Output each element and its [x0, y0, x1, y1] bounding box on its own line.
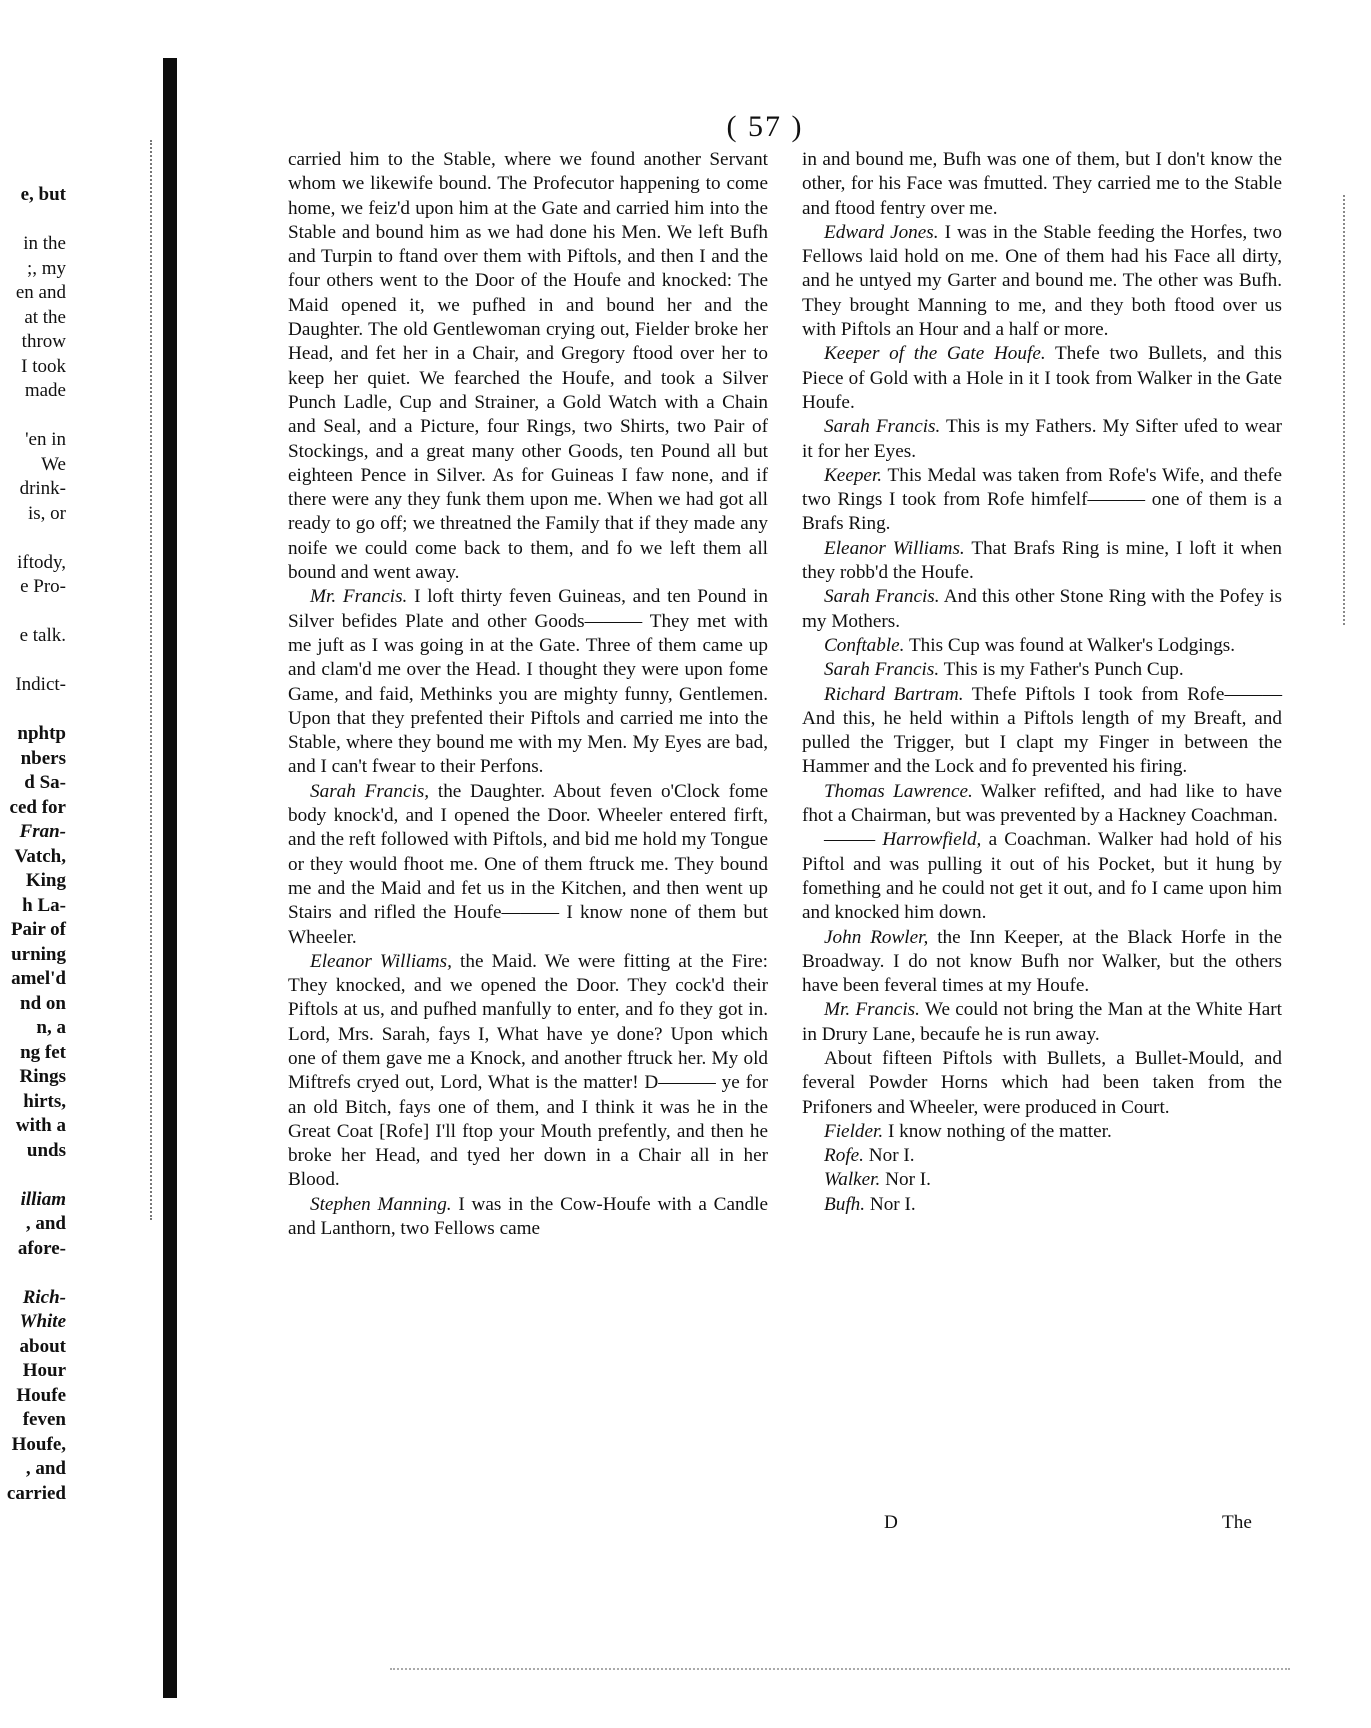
testimony-edward-jones: [802, 221, 1282, 342]
defence-text: I know nothing of the matter.: [887, 1120, 1112, 1142]
speaker-name: Keeper of the Gate Houfe.: [824, 343, 1046, 365]
testimony-john-rowler: [802, 926, 1282, 999]
fragment-line: e talk.: [19, 625, 66, 646]
fragment-line: 'en in: [25, 429, 66, 450]
margin-specks: [1343, 195, 1355, 625]
fragment-line: is, or: [28, 502, 66, 524]
testimony-text: We could not bring the Man at the White Hart in Drury Lane, becaufe he is run away.: [802, 999, 1282, 1045]
speaker-name: Mr. Francis.: [824, 999, 920, 1021]
testimony-text: the Maid. We were fitting at the Fire: They knocked, and we opened the Door. They cock'd their Piftols at us, and pufhed manfully to enter, and fo they got in. Lord, Mrs. Sarah, fays I, What have ye done? Upon which one of them gave me a Knock, and another ftruck her. My old Miftrefs cryed out, Lord, What is the matter! D——— ye for an old Bitch, fays one of them, and I think it was he in the Great Coat [Rofe] I'll ftop your Mouth prefently, and then he broke her Head, and tyed her down in a Chair all in her Blood.: [288, 950, 768, 1191]
defence-text: Nor I.: [885, 1169, 931, 1191]
testimony-text: I was in the Stable feeding the Horfes, two Fellows laid hold on me. One of them had his Face all dirty, and he untyed my Garter and bound me. The other was Bufh. They brought Manning to me, and they both ftood over us with Piftols an Hour and a half or more.: [802, 221, 1282, 341]
fragment-line: [0, 649, 66, 674]
testimony-text: the Daughter. About feven o'Clock fome body knock'd, and I opened the Door. Wheeler entered firft, and the reft followed with Piftols, and bid me hold my Tongue or they would fhoot me. One of them ftruck me. They bound me and the Maid and fet us in the Kitchen, and then went up Stairs and rifled the Houfe——— I know none of them but Wheeler.: [288, 780, 769, 948]
paragraph-text: About fifteen Piftols with Bullets, a Bullet-Mould, and feveral Powder Horns which had been taken from the Prifoners and Wheeler, were produced in Court.: [802, 1047, 1282, 1118]
speaker-name: Rofe.: [824, 1145, 864, 1167]
testimony-sarah-francis: [288, 780, 768, 950]
testimony-sarah-francis-4: [802, 658, 1282, 682]
testimony-gate-keeper: [802, 342, 1282, 415]
speaker-name: Sarah Francis.: [824, 416, 941, 438]
fragment-line: nbers: [20, 747, 66, 769]
fragment-line: at the: [24, 306, 66, 328]
fragment-line: nphtp: [17, 723, 66, 744]
fragment-line: Rich-: [22, 1286, 66, 1308]
speaker-name: Sarah Francis.: [824, 586, 940, 608]
fragment-line: h La-: [22, 894, 66, 916]
speaker-name: Sarah Francis.: [824, 659, 940, 681]
fragment-line: Hour: [22, 1360, 66, 1381]
fragment-line: throw: [21, 331, 66, 352]
fragment-line: , and: [25, 1213, 66, 1234]
testimony-eleanor-williams-2: [802, 537, 1282, 586]
paragraph-text: in and bound me, Bufh was one of them, but I don't know the other, for his Face was fmutted. They carried me to the Stable and ftood fentry over me.: [802, 149, 1282, 219]
court-note: [802, 1047, 1282, 1120]
testimony-text: Walker refifted, and had like to have fhot a Chairman, but was prevented by a Hackney Coachman.: [802, 780, 1283, 827]
fragment-line: [0, 404, 66, 429]
speaker-name: Richard Bartram.: [824, 683, 964, 705]
testimony-keeper: [802, 464, 1282, 537]
fragment-line: hirts,: [23, 1090, 66, 1112]
defence-text: Nor I.: [869, 1193, 916, 1215]
previous-page-fragment: [0, 183, 66, 1506]
testimony-sarah-francis-2: [802, 415, 1282, 464]
testimony-text: Thefe two Bullets, and this Piece of Gold with a Hole in it I took from Walker in the Gate Houfe.: [802, 343, 1282, 413]
fragment-line: [0, 698, 66, 723]
fragment-line: e, but: [20, 184, 66, 205]
testimony-francis: [288, 585, 768, 779]
defence-bush: [802, 1193, 1282, 1217]
fragment-line: , and: [25, 1458, 66, 1479]
speaker-name: Sarah Francis,: [310, 780, 430, 802]
fragment-line: d Sa-: [24, 772, 66, 793]
fragment-line: [0, 208, 66, 233]
left-column: [288, 148, 768, 1241]
defence-walker: [802, 1168, 1282, 1192]
testimony-text: This Cup was found at Walker's Lodgings.: [908, 634, 1236, 656]
fragment-line: en and: [15, 282, 66, 303]
fragment-line: carried: [6, 1482, 66, 1504]
paragraph: [802, 148, 1282, 221]
page-number: ( 57 ): [726, 110, 804, 143]
fragment-line: King: [25, 870, 66, 891]
fragment-line: n, a: [36, 1017, 66, 1038]
testimony-francis-2: [802, 998, 1282, 1047]
speaker-name: Keeper.: [824, 464, 883, 486]
speaker-name: Fielder.: [824, 1120, 884, 1142]
speaker-name: Conftable.: [824, 634, 905, 656]
fragment-line: I took: [21, 355, 66, 377]
fragment-line: [0, 1261, 66, 1286]
fragment-line: [0, 526, 66, 551]
testimony-thomas-lawrence: [802, 780, 1282, 829]
fragment-line: urning: [11, 943, 66, 965]
testimony-text: This Medal was taken from Rofe's Wife, and thefe two Rings I took from Rofe himfelf——— one of them is a Brafs Ring.: [802, 464, 1282, 535]
speaker-name: John Rowler,: [824, 926, 929, 948]
testimony-text: That Brafs Ring is mine, I loft it when they robb'd the Houfe.: [802, 537, 1283, 584]
testimony-text: I was in the Cow-Houfe with a Candle and Lanthorn, two Fellows came: [288, 1193, 768, 1240]
fragment-line: We: [41, 453, 66, 475]
catchword: The: [1222, 1512, 1252, 1533]
testimony-stephen-manning: [288, 1193, 768, 1242]
defence-fielder: [802, 1120, 1282, 1144]
defence-text: Nor I.: [868, 1145, 915, 1167]
fragment-line: with a: [15, 1115, 66, 1136]
speaker-name: Edward Jones.: [824, 221, 939, 243]
testimony-text: the Inn Keeper, at the Black Horfe in the Broadway. I do not know Bufh nor Walker, but the others have been feveral times at my Houfe.: [802, 926, 1282, 997]
fragment-line: in the: [23, 233, 66, 254]
testimony-text: Thefe Piftols I took from Rofe——— And this, he held within a Piftols length of my Breaft, and pulled the Trigger, but I clapt my Finger in between the Hammer and the Lock and fo prevented his firing.: [802, 683, 1283, 778]
fragment-line: Indict-: [15, 674, 66, 695]
fragment-line: Pair of: [10, 919, 66, 940]
fragment-line: Fran-: [19, 821, 66, 842]
fragment-line: Rings: [19, 1066, 66, 1087]
fragment-line: about: [19, 1335, 66, 1357]
speaker-name: Stephen Manning.: [310, 1193, 452, 1215]
paragraph-text: carried him to the Stable, where we found another Servant whom we likewife bound. The Profecutor happening to come home, we feiz'd upon him at the Gate and carried him into the Stable and bound him as we had done his Men. We left Bufh and Turpin to ftand over them with Piftols, and then I and the four others went to the Door of the Houfe and knocked: The Maid opened it, we pufhed in and bound her and the Daughter. The old Gentlewoman crying out, Fielder broke her Head, and fet her in a Chair, and Gregory ftood over her to keep her quiet. We fearched the Houfe, and took a Silver Punch Ladle, Cup and Strainer, a Gold Watch with a Chain and Seal, and a Picture, four Rings, two Shirts, two Pair of Stockings, and a great many other Goods, ten Pound all but eighteen Pence in Silver. As for Guineas I faw none, and if there were any they funk them upon me. When we had got all ready to go off; we threatned the Family that if they made any noife we could come back to them, and fo we left them all bound and went away.: [288, 149, 768, 584]
signature-mark: D: [884, 1512, 898, 1533]
speaker-name: Bufh.: [824, 1193, 866, 1215]
bottom-specks: [390, 1668, 1290, 1674]
fragment-line: ced for: [9, 796, 66, 818]
binding-gutter: [163, 58, 177, 1698]
speaker-name: Walker.: [824, 1169, 881, 1191]
testimony-sarah-francis-3: [802, 585, 1282, 634]
testimony-text: This is my Father's Punch Cup.: [943, 659, 1184, 681]
testimony-text: a Coachman. Walker had hold of his Piftol and was pulling it out of his Pocket, but it hung by fomething and he could not get it out, and fo I came upon him and knocked him down.: [802, 829, 1282, 924]
speaker-name: Mr. Francis.: [310, 586, 408, 608]
testimony-constable: [802, 634, 1282, 658]
fragment-line: afore-: [17, 1237, 66, 1259]
testimony-harrowfield: [802, 828, 1282, 925]
speaker-name: Thomas Lawrence.: [824, 780, 973, 802]
fragment-line: [0, 600, 66, 625]
fragment-line: amel'd: [11, 968, 66, 989]
fragment-line: White: [19, 1311, 66, 1332]
fragment-line: Houfe,: [11, 1433, 66, 1455]
gutter-shadow: [150, 140, 157, 1220]
fragment-line: nd on: [20, 992, 66, 1014]
right-column: [802, 148, 1282, 1217]
fragment-line: iftody,: [17, 551, 66, 573]
fragment-line: e Pro-: [20, 576, 66, 597]
testimony-richard-bartram: [802, 683, 1282, 780]
fragment-line: unds: [26, 1139, 66, 1161]
testimony-text: And this other Stone Ring with the Pofey is my Mothers.: [802, 586, 1282, 632]
fragment-line: illiam: [20, 1188, 66, 1210]
fragment-line: [0, 1163, 66, 1188]
testimony-eleanor-williams: [288, 950, 768, 1193]
fragment-line: made: [24, 380, 66, 401]
fragment-line: drink-: [19, 478, 66, 499]
paragraph: [288, 148, 768, 585]
fragment-line: Houfe: [16, 1384, 66, 1406]
speaker-name: Eleanor Williams.: [824, 537, 965, 559]
fragment-line: ;, my: [26, 257, 66, 279]
fragment-line: feven: [22, 1409, 66, 1430]
fragment-line: ng fet: [20, 1041, 66, 1063]
testimony-text: This is my Fathers. My Sifter ufed to wear it for her Eyes.: [802, 416, 1283, 462]
speaker-name: ——— Harrowfield,: [824, 829, 982, 851]
speaker-name: Eleanor Williams,: [310, 950, 452, 972]
defence-rose: [802, 1144, 1282, 1168]
fragment-line: Vatch,: [14, 845, 66, 867]
testimony-text: I loft thirty feven Guineas, and ten Pound in Silver befides Plate and other Goods——— They met with me juft as I was going in at the Gate. Three of them came up and clam'd me over the Head. I thought they were upon fome Game, and faid, Methinks you are mighty funny, Gentlemen. Upon that they prefented their Piftols and carried me into the Stable, where they bound me with my Men. My Eyes are bad, and I can't fwear to their Perfons.: [288, 586, 768, 778]
